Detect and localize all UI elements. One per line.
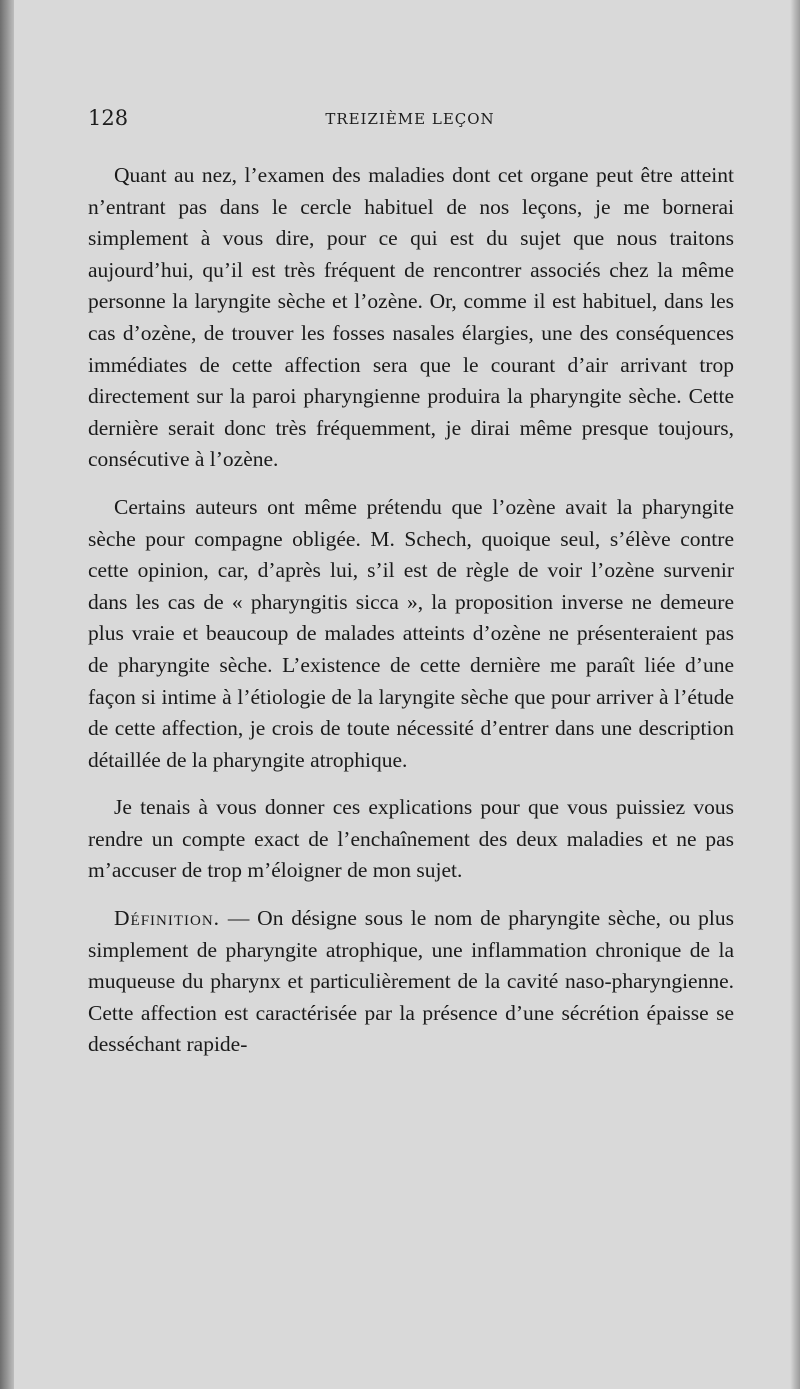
body-text [88,160,734,1077]
definition-heading: Définition. [114,906,221,931]
page-right-edge [790,0,800,1389]
running-head: TREIZIÈME LEÇON [325,110,495,128]
paragraph-4 [88,903,734,1061]
book-gutter-edge [0,0,14,1389]
paragraph-2: Certains auteurs ont même prétendu que l’ozène avait la pharyngite sèche pour compagne obligée. M. Schech, quoique seul, s’élève contre cette opinion, car, d’après lui, s’il est de règle de voir l’ozène survenir dans les cas de « pharyngitis sicca », la proposition inverse ne demeure plus vraie et beaucoup de malades atteints d’ozène ne présenteraient pas de pharyngite sèche. L’existence de cette dernière me paraît liée d’une façon si intime à l’étiologie de la laryngite sèche que pour arriver à l’étude de cette affection, je crois de toute nécessité d’entrer dans une description détaillée de la pharyngite atrophique. [88,494,734,772]
page-number: 128 [88,106,129,130]
page-header [88,106,732,136]
paragraph-3: Je tenais à vous donner ces explications pour que vous puissiez vous rendre un compte exact de l’enchaînement des deux maladies et ne pas m’accuser de trop m’éloigner de mon sujet. [88,795,734,883]
definition-text: — On désigne sous le nom de pharyngite sèche, ou plus simplement de pharyngite atrophique, une inflammation chronique de la muqueuse du pharynx et particulièrement de la cavité naso-pharyngienne. Cette affection est caractérisée par la présence d’une sécrétion épaisse se desséchant rapide- [88,906,734,1057]
paragraph-1: Quant au nez, l’examen des maladies dont cet organe peut être atteint n’entrant pas dans le cercle habituel de nos leçons, je me bornerai simplement à vous dire, pour ce qui est du sujet que nous traitons aujourd’hui, qu’il est très fréquent de rencontrer associés chez la même personne la laryngite sèche et l’ozène. Or, comme il est habituel, dans les cas d’ozène, de trouver les fosses nasales élargies, une des conséquences immédiates de cette affection sera que le courant d’air arrivant trop directement sur la paroi pharyngienne produira la pharyngite sèche. Cette dernière serait donc très fréquemment, je dirai même presque toujours, consécutive à l’ozène. [88,163,734,472]
